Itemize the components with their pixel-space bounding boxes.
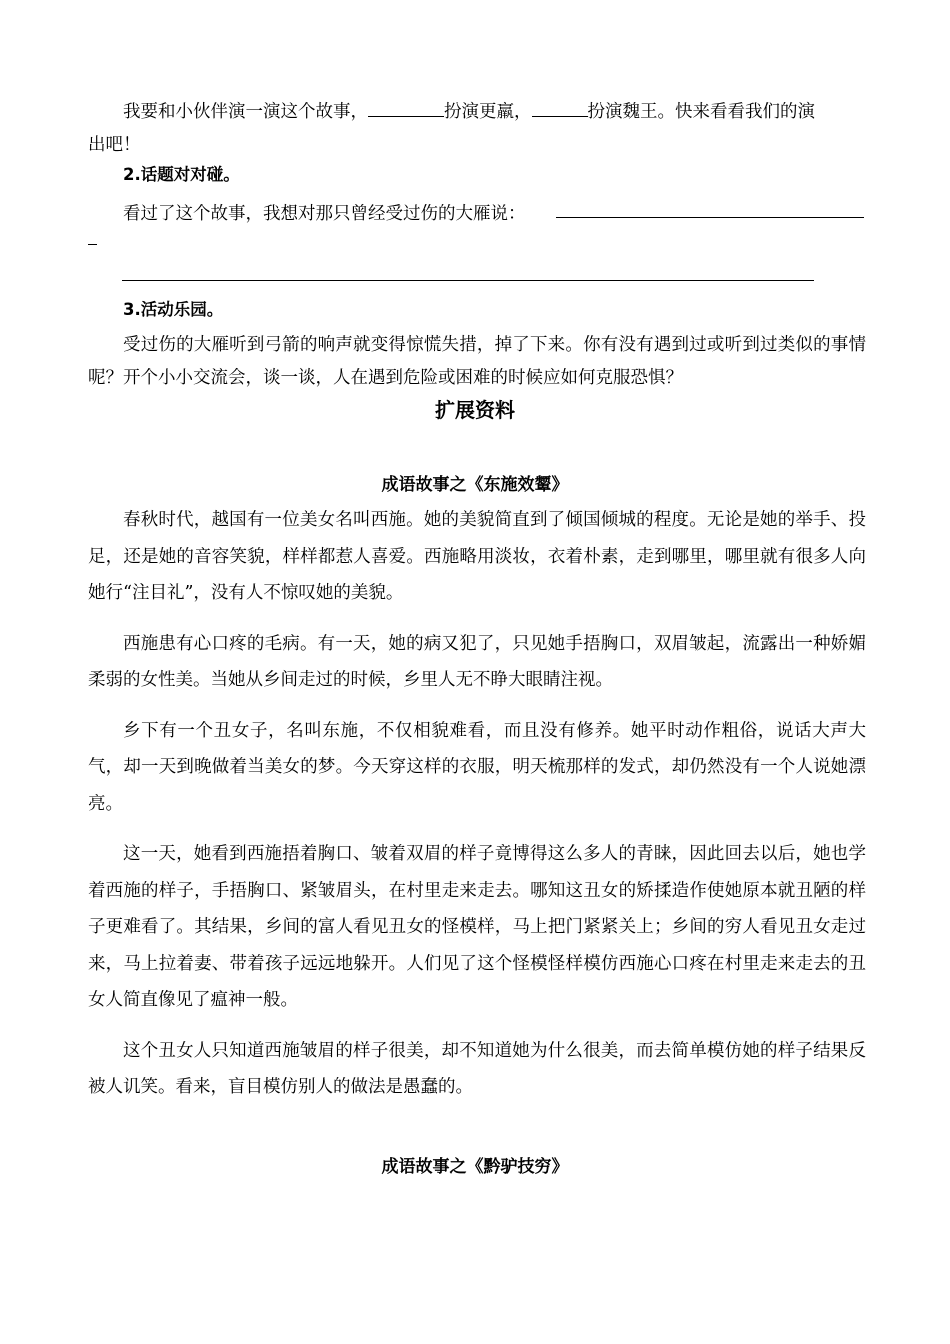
answer-line-1[interactable] — [556, 217, 864, 218]
blank-weiwang-role[interactable] — [532, 98, 588, 117]
roleplay-paragraph — [88, 96, 866, 162]
story1-paragraph-1: 春秋时代，越国有一位美女名叫西施。她的美貌简直到了倾国倾城的程度。无论是她的举手、投足，还是她的音容笑貌，样样都惹人喜爱。西施略用淡妆，衣着朴素，走到哪里，哪里就有很多人向她行“注目礼”，没有人不惊叹她的美貌。 — [88, 510, 866, 603]
extension-title: 扩展资料 — [435, 398, 515, 422]
story1-paragraph-3: 乡下有一个丑女子，名叫东施，不仅相貌难看，而且没有修养。她平时动作粗俗，说话大声大气，却一天到晚做着当美女的梦。今天穿这样的衣服，明天梳那样的发式，却仍然没有一个人说她漂亮。 — [88, 720, 866, 814]
story1-paragraph-2: 西施患有心口疼的毛病。有一天，她的病又犯了，只见她手捂胸口，双眉皱起，流露出一种娇媚柔弱的女性美。当她从乡间走过的时候，乡里人无不睁大眼睛注视。 — [88, 633, 866, 690]
answer-line-2[interactable] — [122, 280, 814, 281]
activity-section — [88, 293, 866, 395]
activity-heading: 3.活动乐园。 — [123, 300, 224, 319]
roleplay-section — [88, 96, 866, 162]
roleplay-line2: 出吧！ — [88, 135, 141, 155]
topic-section — [88, 158, 866, 231]
topic-heading: 2.话题对对碰。 — [123, 165, 240, 184]
story1-body — [88, 502, 866, 1106]
story1-paragraph-4: 这一天，她看到西施捂着胸口、皱着双眉的样子竟博得这么多人的青睐，因此回去以后，她也学着西施的样子，手捂胸口、紧皱眉头，在村里走来走去。哪知这丑女的矫揉造作使她原本就丑陋的样子更难看了。其结果，乡间的富人看见丑女的怪模样，马上把门紧紧关上；乡间的穷人看见丑女走过来，马上拉着妻、带着孩子远远地躲开。人们见了这个怪模怪样模仿西施心口疼在村里走来走去的丑女人简直像见了瘟神一般。 — [88, 844, 866, 1010]
story1-paragraph-5: 这个丑女人只知道西施皱眉的样子很美，却不知道她为什么很美，而去简单模仿她的样子结果反被人讥笑。看来，盲目模仿别人的做法是愚蠢的。 — [88, 1040, 866, 1097]
topic-prompt: 看过了这个故事，我想对那只曾经受过伤的大雁说： — [123, 204, 526, 224]
activity-paragraph: 受过伤的大雁听到弓箭的响声就变得惊慌失措，掉了下来。你有没有遇到过或听到过类似的事情呢？开个小小交流会，谈一谈，人在遇到危险或困难的时候应如何克服恐惧？ — [88, 335, 866, 388]
answer-line-1-wrap[interactable] — [88, 244, 97, 245]
blank-gengyi-role[interactable] — [368, 98, 444, 117]
story1-title: 成语故事之《东施效颦》 — [381, 475, 569, 495]
roleplay-mid: 扮演更羸， — [444, 102, 532, 122]
topic-prompt-paragraph — [88, 198, 866, 231]
roleplay-prefix: 我要和小伙伴演一演这个故事， — [123, 102, 368, 122]
roleplay-suffix: 扮演魏王。快来看看我们的演 — [587, 102, 815, 122]
story2-title: 成语故事之《黔驴技穷》 — [381, 1157, 569, 1177]
